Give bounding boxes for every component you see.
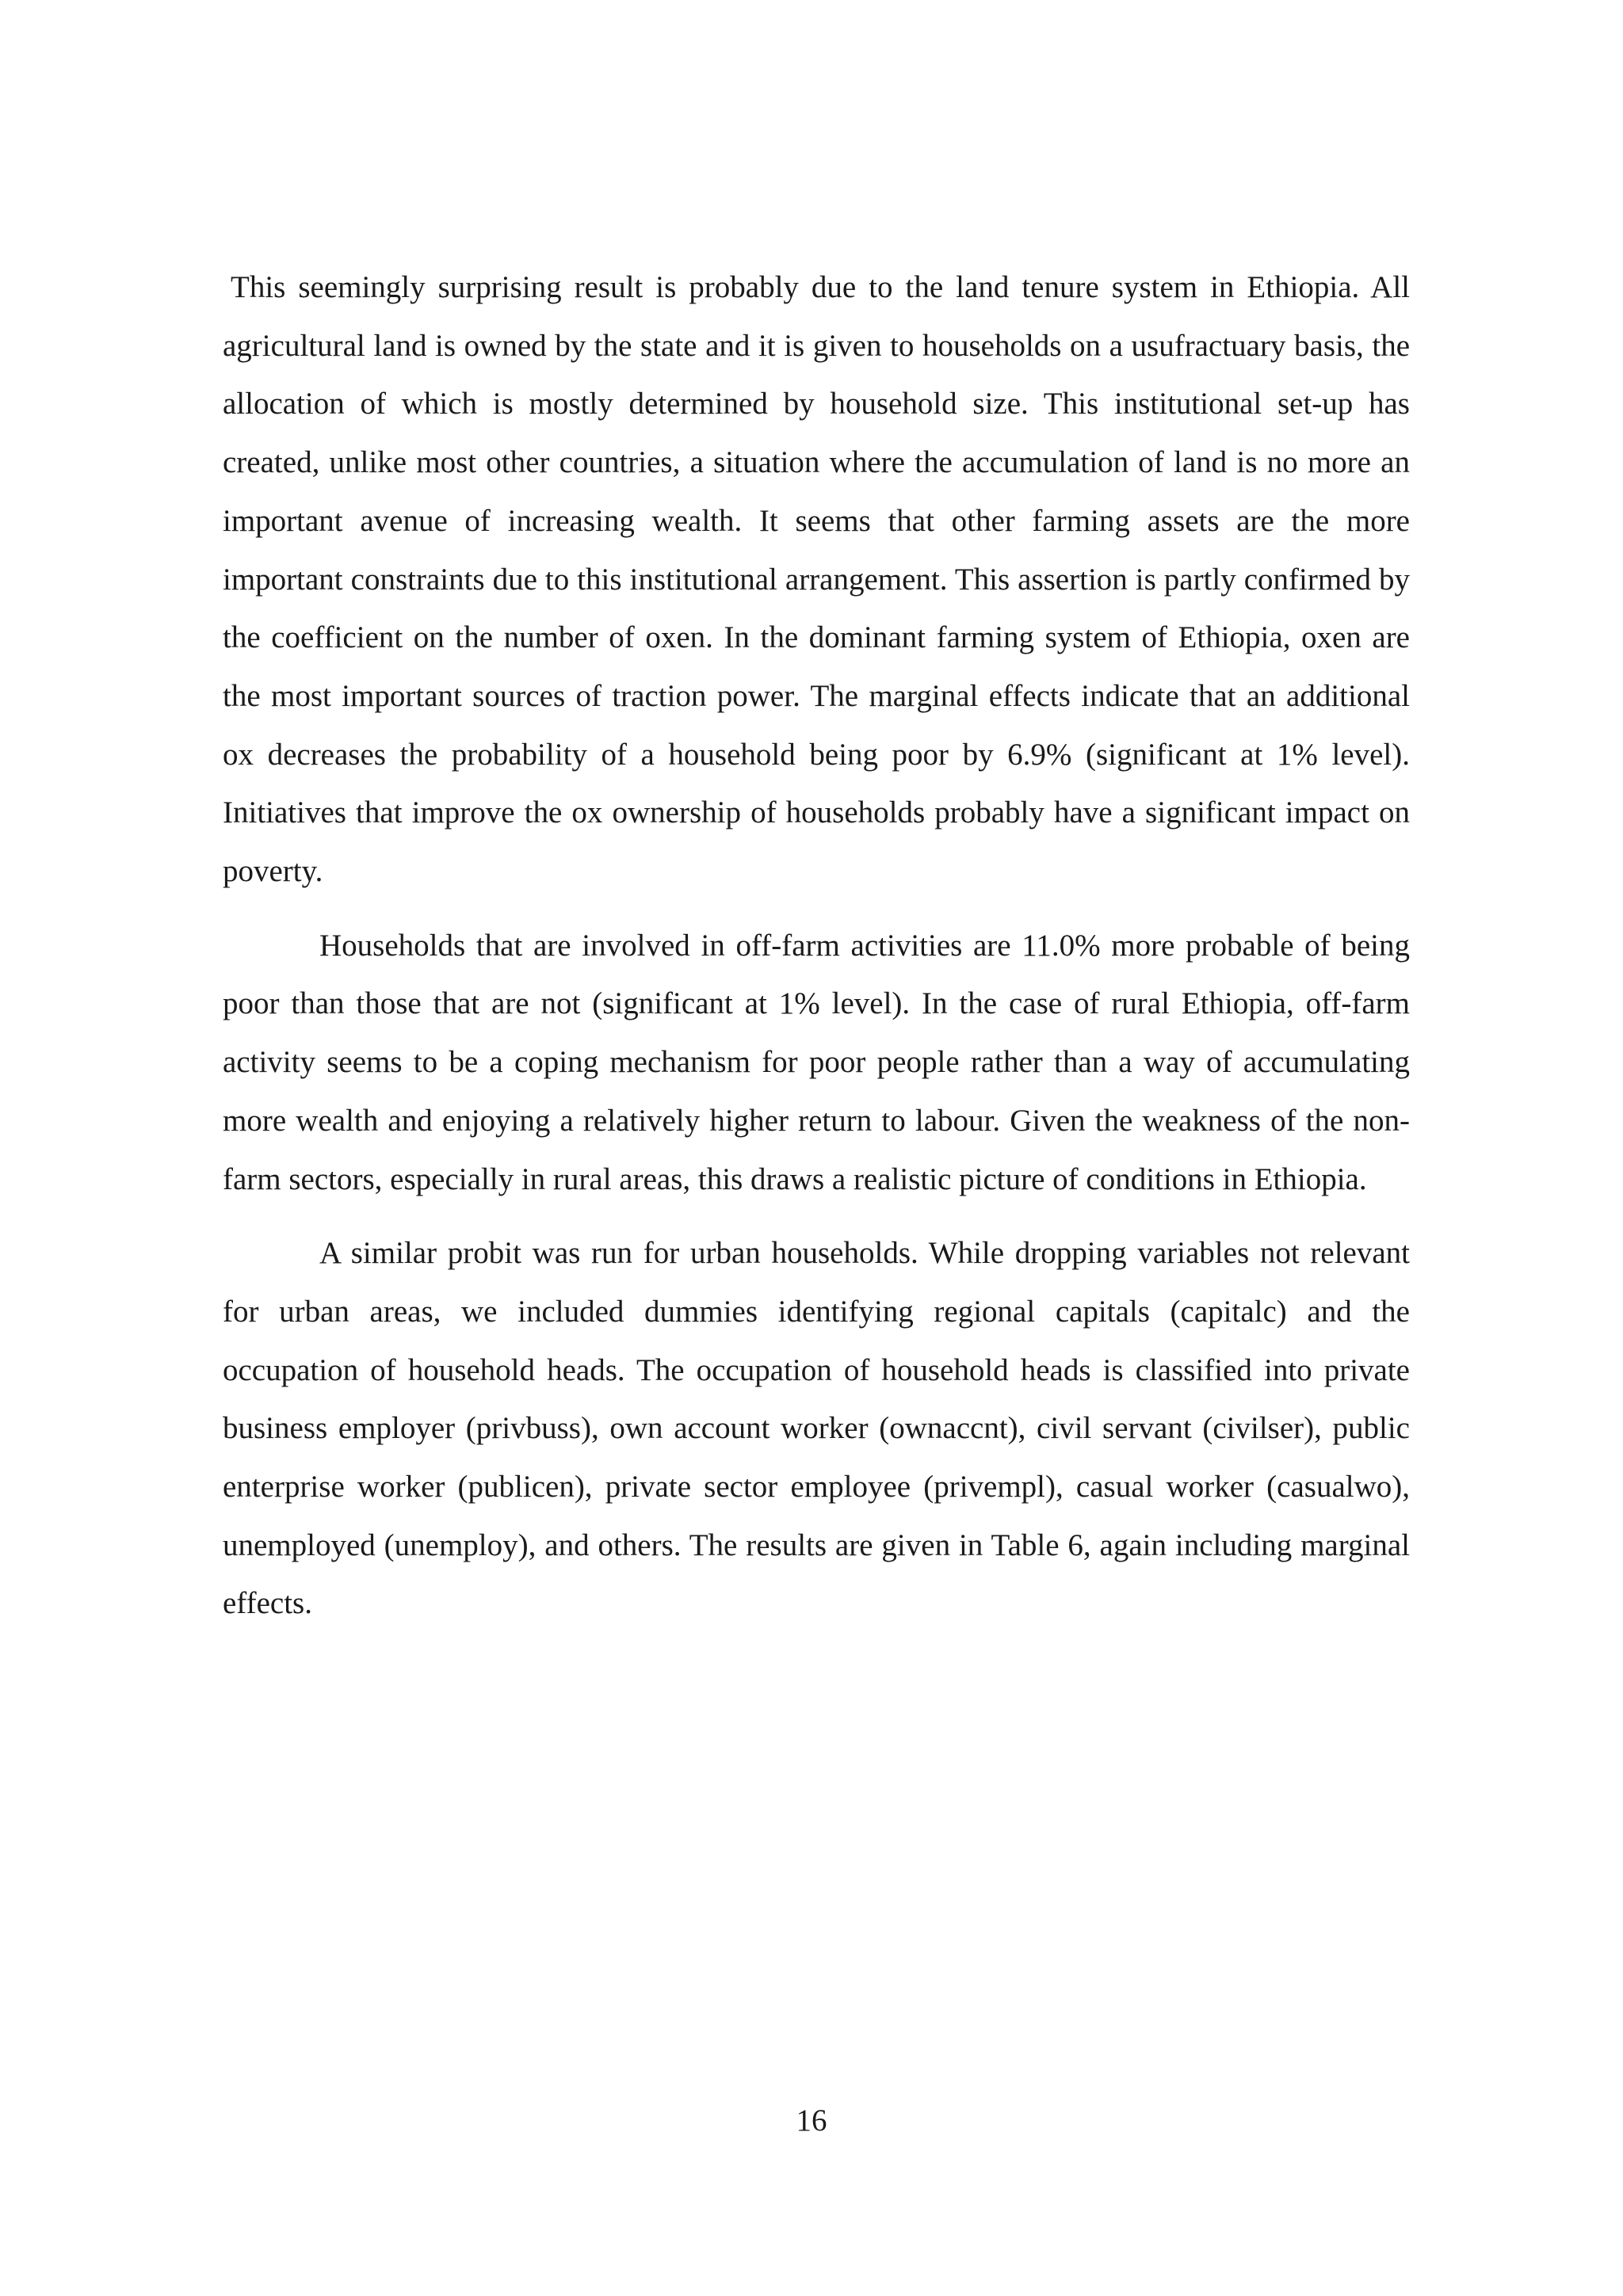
- body-text: [223, 258, 1410, 1633]
- paragraph-land-tenure: This seemingly surprising result is probably due to the land tenure system in Ethiopia. All agricultural land is owned by the state and it is given to households on a usufractuary basis, the allocation of which is mostly determined by household size. This institutional set-up has created, unlike most other countries, a situation where the accumulation of land is no more an important avenue of increasing wealth. It seems that other farming assets are the more important constraints due to this institutional arrangement. This assertion is partly confirmed by the coefficient on the number of oxen. In the dominant farming system of Ethiopia, oxen are the most important sources of traction power. The marginal effects indicate that an additional ox decreases the probability of a household being poor by 6.9% (significant at 1% level). Initiatives that improve the ox ownership of households probably have a significant impact on poverty.: [223, 270, 1410, 889]
- page-number: 16: [796, 2103, 827, 2138]
- paragraph-urban-probit: A similar probit was run for urban households. While dropping variables not relevant for urban areas, we included dummies identifying regional capitals (capitalc) and the occupation of household heads. The occupation of household heads is classified into private business employer (privbuss), own account worker (ownaccnt), civil servant (civilser), public enterprise worker (publicen), private sector employee (privempl), casual worker (casualwo), unemployed (unemploy), and others. The results are given in Table 6, again including marginal effects.: [223, 1236, 1410, 1621]
- paragraph-off-farm-activities: Households that are involved in off-farm activities are 11.0% more probable of being poor than those that are not (significant at 1% level). In the case of rural Ethiopia, off-farm activity seems to be a coping mechanism for poor people rather than a way of accumulating more wealth and enjoying a relatively higher return to labour. Given the weakness of the non-farm sectors, especially in rural areas, this draws a realistic picture of conditions in Ethiopia.: [223, 928, 1410, 1196]
